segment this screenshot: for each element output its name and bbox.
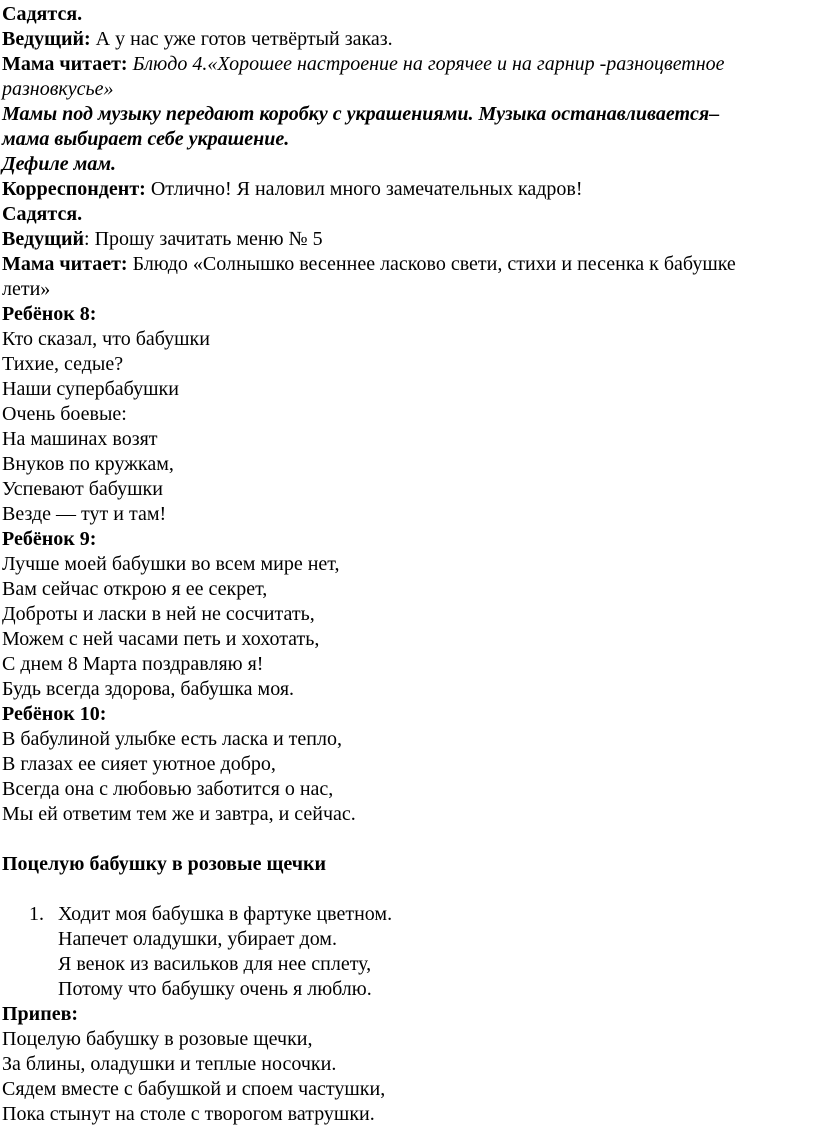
poem-9-line: Лучше моей бабушки во всем мире нет, — [2, 553, 340, 575]
stage-direction-defile: Дефиле мам. — [2, 153, 117, 175]
speaker-mom: Мама читает: — [2, 53, 128, 75]
poem-8-line: Везде — тут и там! — [2, 503, 167, 525]
poem-9-line: Доброты и ласки в ней не сосчитать, — [2, 603, 315, 625]
verse-number: 1. — [29, 903, 44, 925]
dish-5-text: Блюдо «Солнышко весеннее ласково свети, стихи и песенка к бабушке — [127, 253, 736, 275]
child-10-label: Ребёнок 10: — [2, 703, 107, 725]
poem-8-line: Кто сказал, что бабушки — [2, 328, 210, 350]
host-line-2 — [2, 227, 323, 252]
chorus-line: Пока стынут на столе с творогом ватрушки. — [2, 1103, 375, 1125]
poem-10-line: Всегда она с любовью заботится о нас, — [2, 778, 334, 800]
verse-line: Напечет оладушки, убирает дом. — [58, 928, 337, 950]
child-9-label: Ребёнок 9: — [2, 528, 97, 550]
poem-9-line: Будь всегда здорова, бабушка моя. — [2, 678, 295, 700]
speaker-host: Ведущий: — [2, 28, 91, 50]
poem-8-line: Внуков по кружкам, — [2, 453, 174, 475]
host-line — [2, 27, 393, 52]
chorus-line: За блины, оладушки и теплые носочки. — [2, 1053, 337, 1075]
dish-5-continuation: лети» — [2, 278, 51, 300]
host-text: А у нас уже готов четвёртый заказ. — [90, 28, 393, 50]
song-title: Поцелую бабушку в розовые щечки — [2, 853, 327, 875]
poem-8-line: Успевают бабушки — [2, 478, 163, 500]
speaker-mom-2: Мама читает: — [2, 253, 128, 275]
verse-line: Я венок из васильков для нее сплету, — [58, 953, 372, 975]
reporter-line — [2, 177, 583, 202]
speaker-host-2: Ведущий — [2, 228, 85, 250]
poem-10-line: В глазах ее сияет уютное добро, — [2, 753, 276, 775]
poem-9-line: Вам сейчас открою я ее секрет, — [2, 578, 268, 600]
stage-direction-music: Мамы под музыку передают коробку с украшениями. Музыка останавливается– — [2, 103, 720, 125]
host-text-2: : Прошу зачитать меню № 5 — [84, 228, 323, 250]
poem-8-line: На машинах возят — [2, 428, 158, 450]
child-8-label: Ребёнок 8: — [2, 303, 97, 325]
dish-4-text: Блюдо 4.«Хорошее настроение на горячее и на гарнир -разноцветное — [127, 53, 725, 75]
poem-8-line: Наши супербабушки — [2, 378, 179, 400]
poem-8-line: Тихие, седые? — [2, 353, 124, 375]
dish-4-continuation: разновкусье» — [2, 78, 114, 100]
poem-9-line: С днем 8 Марта поздравляю я! — [2, 653, 264, 675]
verse-line: Потому что бабушку очень я люблю. — [58, 978, 372, 1000]
poem-8-line: Очень боевые: — [2, 403, 127, 425]
stage-direction-choose: мама выбирает себе украшение. — [2, 128, 290, 150]
verse-line: Ходит моя бабушка в фартуке цветном. — [58, 903, 393, 925]
reporter-text: Отлично! Я наловил много замечательных кадров! — [145, 178, 583, 200]
stage-direction-sit: Садятся. — [2, 3, 83, 25]
chorus-line: Сядем вместе с бабушкой и споем частушки, — [2, 1078, 386, 1100]
speaker-reporter: Корреспондент: — [2, 178, 146, 200]
chorus-line: Поцелую бабушку в розовые щечки, — [2, 1028, 313, 1050]
stage-direction-sit-2: Садятся. — [2, 203, 83, 225]
poem-10-line: В бабулиной улыбке есть ласка и тепло, — [2, 728, 342, 750]
poem-9-line: Можем с ней часами петь и хохотать, — [2, 628, 320, 650]
chorus-label: Припев: — [2, 1003, 79, 1025]
mom-reads-line-2 — [2, 252, 736, 277]
mom-reads-line — [2, 52, 725, 77]
poem-10-line: Мы ей ответим тем же и завтра, и сейчас. — [2, 803, 356, 825]
